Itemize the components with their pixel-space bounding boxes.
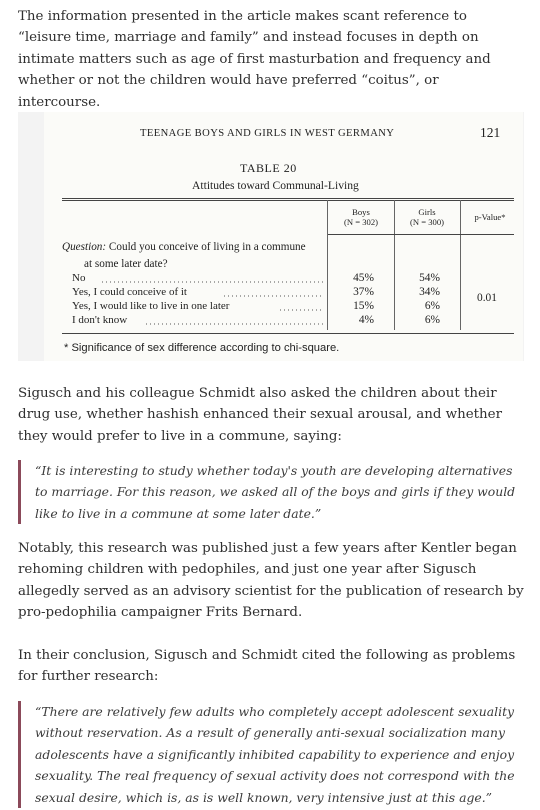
intro-paragraph: The information presented in the article makes scant reference to “leisure time, marriage and family” and instead focuses in depth on intimate matters such as age of first masturbation and frequency and whether or not the children would have preferred “coitus”, or intercourse. bbox=[18, 9, 491, 110]
blockquote-1 bbox=[18, 460, 524, 524]
row-label: I don't know bbox=[72, 314, 128, 326]
col-divider-3 bbox=[460, 200, 461, 330]
leader-dots bbox=[44, 112, 344, 352]
boys-value: 45% bbox=[353, 272, 374, 284]
row-label: Yes, I would like to live in one later bbox=[72, 300, 230, 312]
row-label: No bbox=[72, 272, 86, 284]
col-header-rule bbox=[328, 234, 514, 235]
question-text-1: Could you conceive of living in a commune bbox=[108, 241, 306, 253]
paragraph-2: Sigusch and his colleague Schmidt also asked the children about their drug use, whether hashish enhanced their sexual arousal, and whether they would prefer to live in a commune, saying: bbox=[18, 386, 502, 444]
paragraph-4: In their conclusion, Sigusch and Schmidt cited the following as problems for further research: bbox=[18, 648, 516, 685]
boys-value: 37% bbox=[353, 286, 374, 298]
col-header-p-value: p-Value* bbox=[474, 212, 506, 222]
running-head: TEENAGE BOYS AND GIRLS IN WEST GERMANY bbox=[140, 128, 395, 139]
page-number: 121 bbox=[480, 125, 501, 140]
girls-label: Girls bbox=[418, 207, 436, 217]
girls-value: 34% bbox=[419, 286, 440, 298]
table-number: TABLE 20 bbox=[240, 161, 297, 175]
table-bottom-rule bbox=[62, 333, 514, 334]
question-prefix: Question: bbox=[62, 241, 107, 253]
table-scan-figure bbox=[18, 112, 524, 361]
paragraph-3: Notably, this research was published just a few years after Kentler began rehoming children with pedophiles, and just one year after Sigusch allegedly served as an advisory scientist for the publication of research by pro-pedophilia campaigner Frits Bernard. bbox=[18, 541, 524, 621]
girls-value: 54% bbox=[419, 272, 440, 284]
table-caption: Attitudes toward Communal-Living bbox=[192, 179, 359, 192]
boys-label: Boys bbox=[352, 207, 370, 217]
quote-2-text: “There are relatively few adults who completely accept adolescent sexuality without reservation. As a result of generally anti-sexual socialization many adolescents have a significantly inhibited capability to experience and enjoy sexuality. The real frequency of sexual activity does not correspond with the sexual desire, which is, as is well known, very intensive just at this age.” bbox=[35, 704, 515, 805]
table-footnote: * Significance of sex difference according to chi-square. bbox=[64, 342, 340, 354]
boys-value: 4% bbox=[358, 314, 374, 326]
scanned-book-page bbox=[44, 112, 523, 361]
girls-value: 6% bbox=[424, 314, 440, 326]
boys-n: (N = 302) bbox=[344, 217, 378, 227]
girls-value: 6% bbox=[424, 300, 440, 312]
question-line-2: at some later date? bbox=[84, 258, 168, 270]
row-label: Yes, I could conceive of it bbox=[72, 286, 187, 298]
boys-value: 15% bbox=[353, 300, 374, 312]
quote-1-text: “It is interesting to study whether today's youth are developing alternatives to marriage. For this reason, we asked all of the boys and girls if they would like to live in a commune at some later date.” bbox=[35, 463, 516, 521]
girls-n: (N = 300) bbox=[410, 217, 444, 227]
p-value: 0.01 bbox=[477, 292, 497, 304]
col-header-girls bbox=[396, 207, 458, 227]
col-divider-2 bbox=[394, 200, 395, 330]
blockquote-2 bbox=[18, 701, 524, 808]
